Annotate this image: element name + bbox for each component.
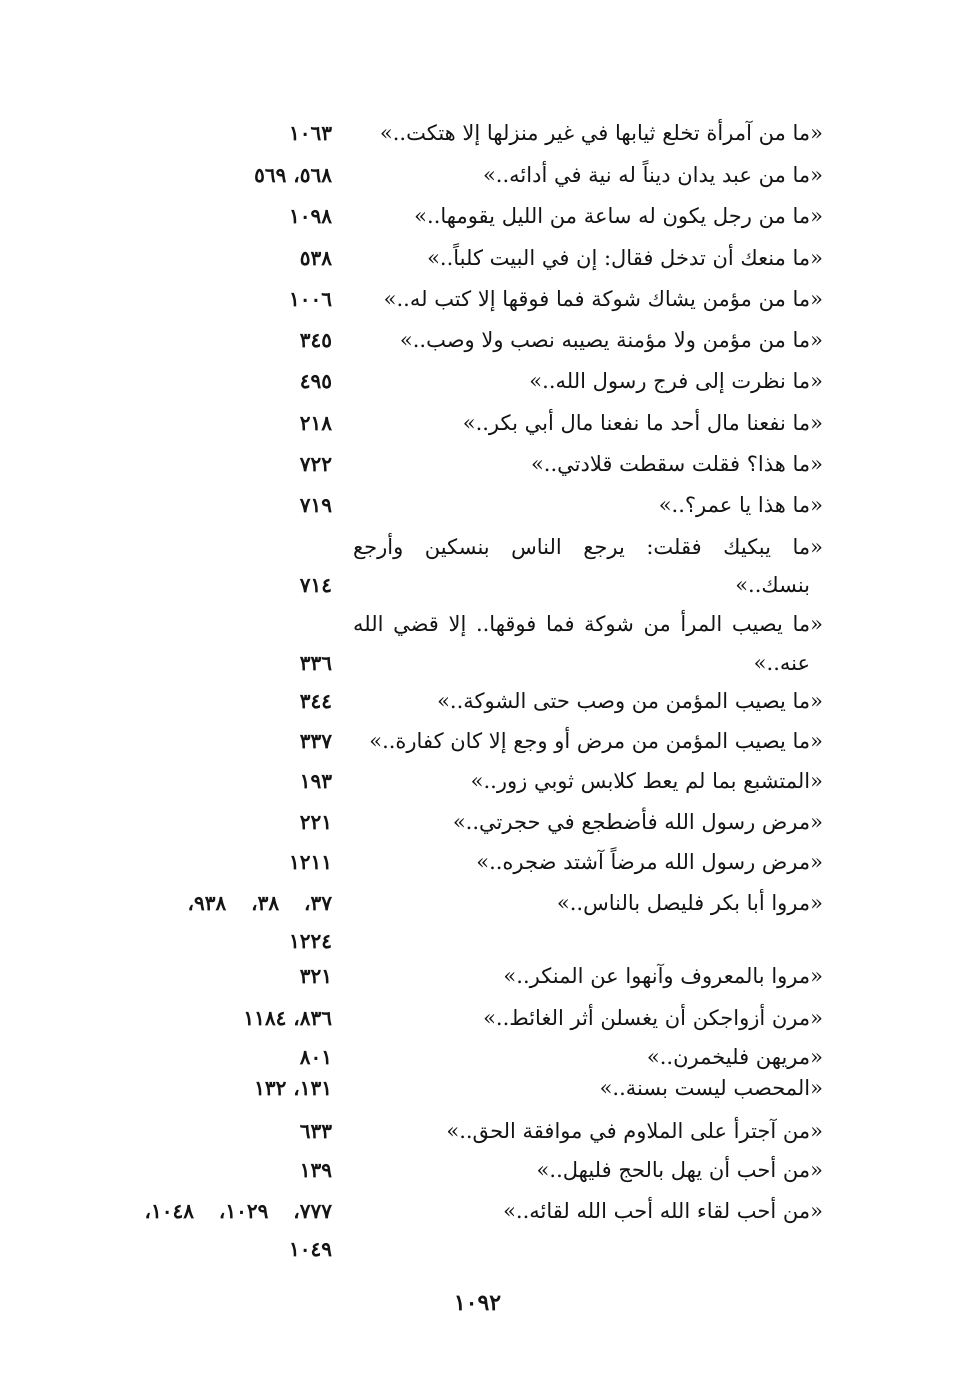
entry-text: «ما نظرت إلى فرج رسول الله..» bbox=[529, 369, 823, 393]
entry-pages: ١٩٣ bbox=[299, 769, 332, 793]
entry-pages: ٥٦٨، ٥٦٩ bbox=[254, 163, 332, 187]
entry-pages: ٤٩٥ bbox=[299, 369, 332, 393]
entry-text: «مروا بالمعروف وآنهوا عن المنكر..» bbox=[503, 964, 823, 988]
entry-text: «مروا أبا بكر فليصل بالناس..» bbox=[556, 891, 823, 915]
entry-pages: ١٠٩٨ bbox=[289, 204, 332, 228]
entry-pages: ٦٣٣ bbox=[299, 1119, 332, 1143]
entry-pages: ١٢٢٤ bbox=[289, 929, 332, 953]
entry-text: «ما يصيب المؤمن من وصب حتى الشوكة..» bbox=[437, 689, 823, 713]
entry-pages: ٣٣٧ bbox=[299, 729, 332, 753]
entry-text: «ما يصيب المرأ من شوكة فما فوقها.. إلا قضي الله bbox=[353, 612, 823, 636]
entry-text: «المحصب ليست بسنة..» bbox=[599, 1076, 823, 1100]
entry-pages: ٢٢١ bbox=[299, 810, 332, 834]
entry-text: «ما من رجل يكون له ساعة من الليل يقومها..» bbox=[414, 204, 823, 228]
entry-text: «ما منعك أن تدخل فقال: إن في البيت كلباً..» bbox=[427, 246, 823, 270]
entry-pages: ٥٣٨ bbox=[299, 246, 332, 270]
entry-text: «من أحب أن يهل بالحج فليهل..» bbox=[536, 1158, 823, 1182]
entry-text: «ما من مؤمن يشاك شوكة فما فوقها إلا كتب له..» bbox=[383, 287, 823, 311]
entry-text: «ما نفعنا مال أحد ما نفعنا مال أبي بكر..» bbox=[462, 411, 823, 435]
entry-text: «المتشبع بما لم يعط كلابس ثوبي زور..» bbox=[470, 769, 823, 793]
entry-pages: ٧١٤ bbox=[299, 573, 332, 597]
entry-pages: ١٠٤٩ bbox=[289, 1237, 332, 1261]
entry-text: «ما يبكيك فقلت: يرجع الناس بنسكين وأرجع bbox=[353, 535, 823, 559]
entry-text: عنه..» bbox=[753, 651, 810, 675]
entry-text: «ما من مؤمن ولا مؤمنة يصيبه نصب ولا وصب..» bbox=[399, 328, 823, 352]
entry-pages: ٧٧٧، ١٠٢٩، ١٠٤٨، bbox=[144, 1199, 332, 1223]
entry-pages: ١٠٠٦ bbox=[289, 287, 332, 311]
entry-text: «مرض رسول الله فأضطجع في حجرتي..» bbox=[452, 810, 823, 834]
entry-text: «مرض رسول الله مرضاً آشتد ضجره..» bbox=[476, 850, 823, 874]
entry-pages: ٣٧، ٣٨، ٩٣٨، bbox=[187, 891, 332, 915]
entry-text: «مريهن فليخمرن..» bbox=[646, 1045, 823, 1069]
entry-text: «ما يصيب المؤمن من مرض أو وجع إلا كان كفارة..» bbox=[369, 729, 823, 753]
entry-pages: ١٣١، ١٣٢ bbox=[254, 1076, 332, 1100]
entry-pages: ٨٣٦، ١١٨٤ bbox=[243, 1006, 332, 1030]
entry-pages: ٧٢٢ bbox=[299, 452, 332, 476]
entry-pages: ٨٠١ bbox=[299, 1045, 332, 1069]
entry-pages: ٧١٩ bbox=[299, 493, 332, 517]
entry-pages: ٣٤٤ bbox=[299, 689, 332, 713]
entry-text: «ما من آمرأة تخلع ثيابها في غير منزلها إلا هتكت..» bbox=[379, 121, 823, 145]
entry-pages: ٣٤٥ bbox=[299, 328, 332, 352]
entry-text: «ما هذا يا عمر؟..» bbox=[658, 493, 823, 517]
entry-pages: ٣٢١ bbox=[299, 964, 332, 988]
entry-pages: ٢١٨ bbox=[299, 411, 332, 435]
entry-text: بنسك..» bbox=[735, 573, 810, 597]
entry-text: «ما من عبد يدان ديناً له نية في أدائه..» bbox=[482, 163, 823, 187]
entry-text: «مرن أزواجكن أن يغسلن أثر الغائط..» bbox=[483, 1006, 823, 1030]
entry-pages: ١٠٦٣ bbox=[289, 121, 332, 145]
entry-pages: ٣٣٦ bbox=[299, 651, 332, 675]
entry-text: «ما هذا؟ فقلت سقطت قلادتي..» bbox=[530, 452, 823, 476]
entry-pages: ١٣٩ bbox=[299, 1158, 332, 1182]
entry-text: «من أحب لقاء الله أحب الله لقائه..» bbox=[503, 1199, 823, 1223]
page-number: ١٠٩٢ bbox=[453, 1290, 502, 1316]
entry-pages: ١٢١١ bbox=[289, 850, 332, 874]
entry-text: «من آجترأ على الملاوم في موافقة الحق..» bbox=[446, 1119, 823, 1143]
